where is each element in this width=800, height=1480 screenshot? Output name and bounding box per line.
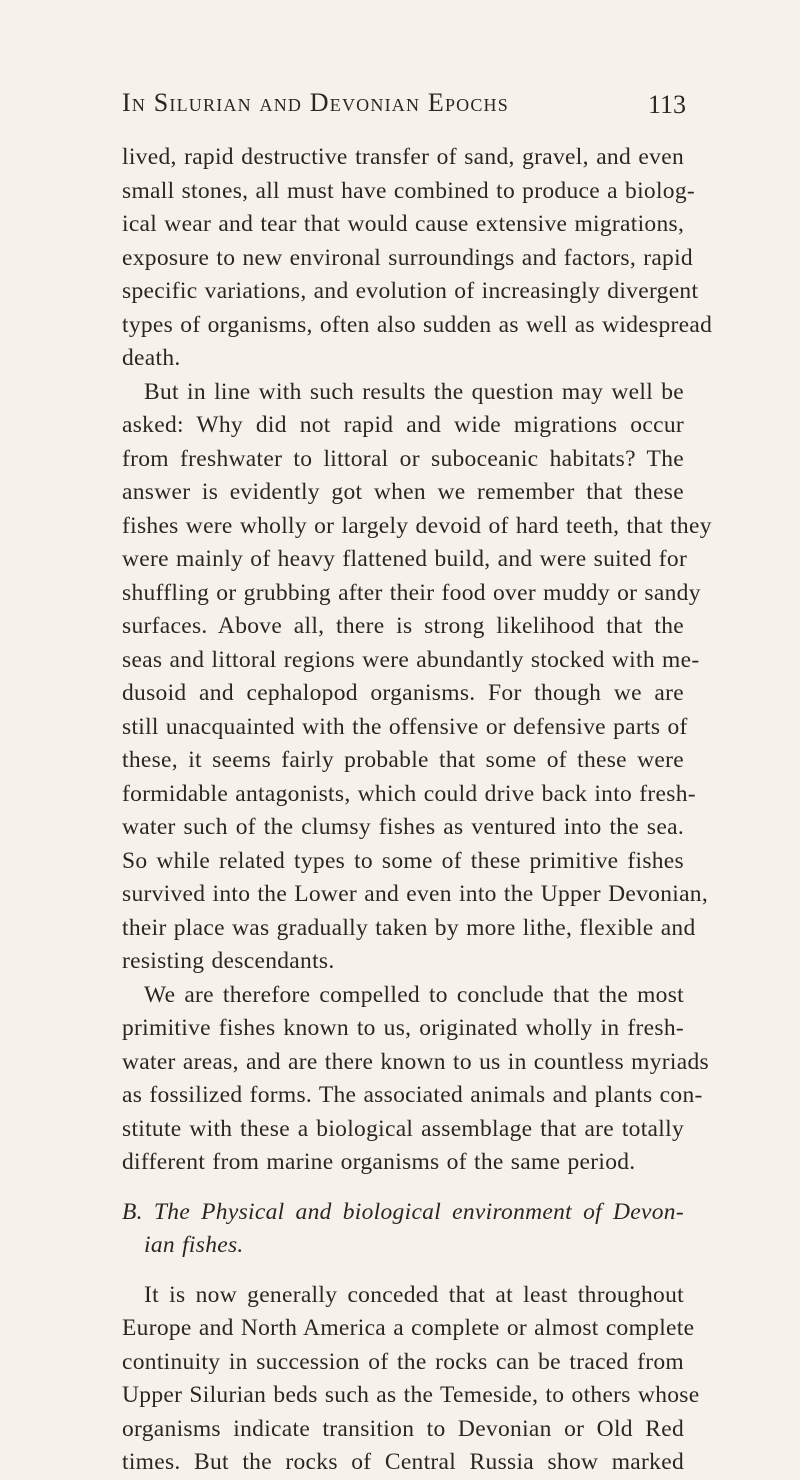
text-line: Europe and North America a complete or almost complete [122, 1315, 695, 1341]
paragraph [122, 979, 709, 1180]
section-heading-line [122, 1196, 684, 1230]
text-line: fishes were wholly or largely devoid of hard teeth, that they [122, 512, 712, 539]
text-line: still unacquainted with the offensive or defensive parts of [122, 713, 688, 740]
text-line: So while related types to some of these primitive fishes [122, 847, 684, 874]
paragraph [122, 376, 712, 979]
text-line: answer is evidently got when we remember that these [122, 479, 684, 505]
text-line: stitute with these a biological assemblage that are totally [122, 1115, 684, 1142]
text-line: were mainly of heavy flattened build, and were suited for [122, 546, 688, 572]
paragraph-continuation [122, 141, 713, 376]
text-line: resisting descendants. [122, 948, 335, 974]
text-line: types of organisms, often also sudden as well as widespread [122, 311, 713, 338]
running-title: In Silurian and Devonian Epochs [122, 88, 509, 117]
section-title-part-2: ian fishes. [144, 1232, 244, 1258]
text-line: formidable antagonists, which could drive back into fresh- [122, 780, 696, 807]
text-line: shuffling or grubbing after their food over muddy or sandy [122, 579, 701, 606]
text-line: asked: Why did not rapid and wide migrations occur [122, 412, 684, 438]
text-line: from freshwater to littoral or suboceanic habitats? The [122, 445, 684, 472]
paragraph [122, 1279, 700, 1480]
body-text [122, 141, 713, 1480]
text-line: We are therefore compelled to conclude that the most [144, 981, 684, 1008]
text-line: seas and littoral regions were abundantly stocked with me- [122, 646, 700, 673]
text-line: different from marine organisms of the same period. [122, 1149, 636, 1175]
text-line: specific variations, and evolution of increasingly divergent [122, 278, 699, 304]
text-line: Upper Silurian beds such as the Temeside, to others whose [122, 1382, 700, 1408]
text-line: ical wear and tear that would cause extensive migrations, [122, 211, 685, 237]
text-line: small stones, all must have combined to produce a biolog- [122, 177, 696, 204]
text-line: their place was gradually taken by more lithe, flexible and [122, 914, 696, 941]
text-line: organisms indicate transition to Devonian or Old Red [122, 1415, 684, 1442]
section-heading [122, 1196, 684, 1263]
text-line: continuity in succession of the rocks can be traced from [122, 1348, 684, 1375]
text-line: lived, rapid destructive transfer of sand, gravel, and even [122, 144, 684, 170]
page-number: 113 [647, 90, 686, 119]
text-line: as fossilized forms. The associated animals and plants con- [122, 1082, 703, 1108]
section-label: B. [122, 1198, 143, 1225]
text-line: survived into the Lower and even into the Upper Devonian, [122, 881, 709, 907]
text-line: times. But the rocks of Central Russia show marked [122, 1449, 684, 1475]
section-title-part-1: The Physical and biological environment of Devon- [153, 1198, 684, 1225]
text-line: But in line with such results the question may well be [144, 378, 684, 405]
text-line: It is now generally conceded that at least throughout [144, 1281, 684, 1308]
running-head [0, 88, 800, 128]
text-line: primitive fishes known to us, originated wholly in fresh- [122, 1015, 684, 1041]
text-line: dusoid and cephalopod organisms. For though we are [122, 680, 684, 706]
text-line: surfaces. Above all, there is strong likelihood that the [122, 613, 684, 639]
text-line: these, it seems fairly probable that some of these were [122, 747, 684, 773]
text-line: water such of the clumsy fishes as ventured into the sea. [122, 814, 684, 840]
text-line: water areas, and are there known to us in countless myriads [122, 1048, 709, 1075]
text-line: exposure to new environal surroundings and factors, rapid [122, 244, 693, 271]
text-line: death. [122, 345, 181, 371]
